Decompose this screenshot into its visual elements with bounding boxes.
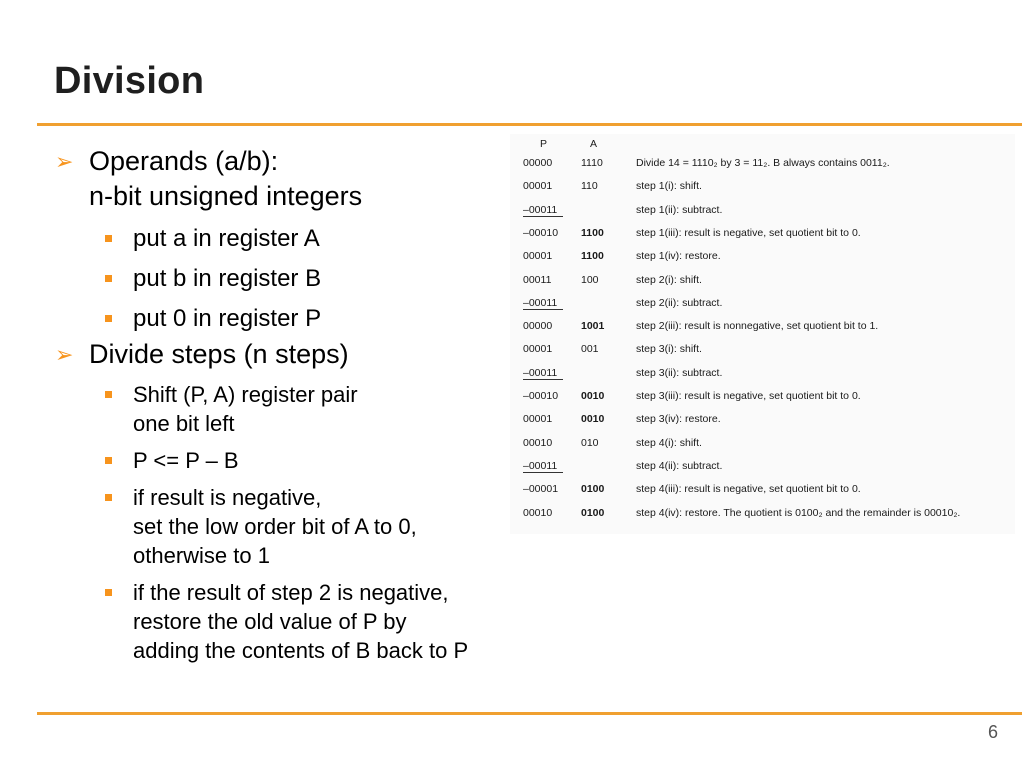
register-p-value: 00000 (523, 320, 553, 333)
step-description: Divide 14 = 1110₂ by 3 = 11₂. B always contains 0011₂. (636, 157, 890, 169)
step-description: step 2(i): shift. (636, 273, 702, 286)
square-bullet-icon (105, 315, 112, 322)
step-description: step 1(iv): restore. (636, 250, 721, 263)
bullet-level2 (55, 380, 575, 438)
sub-bullet-text: otherwise to 1 (133, 543, 270, 568)
step-description: step 3(iii): result is negative, set quotient bit to 0. (636, 390, 861, 402)
register-a-value: 0010 (581, 413, 605, 426)
sub-bullet-text: Shift (P, A) register pair (133, 382, 358, 407)
footer-divider (37, 712, 1022, 715)
register-p-value: 00001 (523, 343, 553, 356)
table-row (510, 180, 1015, 196)
sub-bullet-text: P <= P – B (133, 448, 239, 473)
bullet-text: Operands (a/b): (89, 146, 279, 176)
register-p-value: 00011 (523, 273, 552, 286)
register-p-value: 00000 (523, 157, 553, 169)
table-row (510, 390, 1015, 406)
sub-bullet-text: restore the old value of P by (133, 609, 407, 634)
register-p-value: 00001 (523, 250, 553, 263)
step-description: step 3(iv): restore. (636, 413, 721, 426)
sub-bullet-text: put b in register B (133, 265, 322, 292)
register-p-value: 00001 (523, 180, 553, 193)
table-row (510, 274, 1015, 290)
sub-bullet-text: adding the contents of B back to P (133, 638, 469, 663)
register-p-value: –00011 (523, 204, 563, 217)
table-row (510, 250, 1015, 266)
table-row (510, 483, 1015, 499)
register-p-value: –00011 (523, 297, 563, 310)
register-p-value: –00010 (523, 226, 559, 239)
step-description: step 1(i): shift. (636, 180, 702, 193)
bullet-level2 (55, 483, 575, 570)
page-number: 6 (987, 722, 998, 742)
register-p-value: –00011 (523, 367, 563, 380)
square-bullet-icon (105, 457, 112, 464)
register-p-value: 00010 (523, 506, 553, 519)
bullet-level2 (55, 224, 575, 254)
arrow-bullet-icon: ➢ (55, 342, 74, 367)
bullet-list (55, 141, 575, 665)
step-description: step 4(i): shift. (636, 436, 702, 449)
register-p-value: –00001 (523, 483, 559, 496)
table-row (510, 227, 1015, 243)
register-p-value: 00010 (523, 436, 553, 449)
bullet-level2 (55, 578, 575, 665)
step-description: step 2(ii): subtract. (636, 296, 723, 309)
square-bullet-icon (105, 275, 112, 282)
register-a-value: 0100 (581, 483, 605, 496)
sub-bullet-text: put 0 in register P (133, 305, 322, 332)
bullet-level2 (55, 446, 575, 475)
column-header-a: A (590, 138, 598, 150)
step-description: step 1(iii): result is negative, set quotient bit to 0. (636, 226, 861, 239)
square-bullet-icon (105, 494, 112, 501)
sub-bullet-text: one bit left (133, 411, 235, 436)
table-row (510, 367, 1015, 383)
square-bullet-icon (105, 589, 112, 596)
register-a-value: 1100 (581, 226, 604, 239)
register-a-value: 1100 (581, 250, 604, 263)
title-divider (37, 123, 1022, 126)
bullet-text: n-bit unsigned integers (89, 181, 363, 211)
table-row (510, 297, 1015, 313)
sub-bullet-text: set the low order bit of A to 0, (133, 514, 417, 539)
table-row (510, 343, 1015, 359)
bullet-level1 (55, 337, 575, 372)
column-header-p: P (540, 138, 548, 150)
division-steps-table (510, 134, 1015, 534)
table-row (510, 460, 1015, 476)
table-row (510, 157, 1015, 173)
table-row (510, 437, 1015, 453)
step-description: step 4(iv): restore. The quotient is 0100₂ and the remainder is 00010₂. (636, 506, 961, 519)
table-row (510, 204, 1015, 220)
sub-bullet-text: if the result of step 2 is negative, (133, 580, 449, 605)
step-description: step 2(iii): result is nonnegative, set quotient bit to 1. (636, 320, 879, 333)
register-a-value: 0010 (581, 390, 605, 402)
square-bullet-icon (105, 391, 112, 398)
register-a-value: 100 (581, 273, 599, 286)
register-a-value: 0100 (581, 506, 605, 519)
slide-title: Division (54, 60, 205, 102)
register-p-value: –00010 (523, 390, 559, 402)
bullet-level1 (55, 144, 575, 214)
register-a-value: 1110 (581, 157, 603, 169)
bullet-text: Divide steps (n steps) (89, 339, 349, 369)
sub-bullet-text: put a in register A (133, 225, 320, 252)
step-description: step 3(i): shift. (636, 343, 702, 356)
register-p-value: –00011 (523, 460, 563, 473)
square-bullet-icon (105, 235, 112, 242)
table-row (510, 320, 1015, 336)
step-description: step 1(ii): subtract. (636, 203, 723, 216)
step-description: step 3(ii): subtract. (636, 366, 723, 379)
bullet-level2 (55, 304, 575, 334)
step-description: step 4(ii): subtract. (636, 459, 723, 472)
bullet-level2 (55, 264, 575, 294)
register-a-value: 010 (581, 436, 599, 449)
table-row (510, 413, 1015, 429)
step-description: step 4(iii): result is negative, set quotient bit to 0. (636, 483, 861, 496)
register-p-value: 00001 (523, 413, 553, 426)
register-a-value: 1001 (581, 320, 605, 333)
register-a-value: 001 (581, 343, 599, 356)
sub-bullet-text: if result is negative, (133, 485, 322, 510)
table-row (510, 507, 1015, 523)
register-a-value: 110 (581, 180, 598, 193)
arrow-bullet-icon: ➢ (55, 149, 74, 174)
